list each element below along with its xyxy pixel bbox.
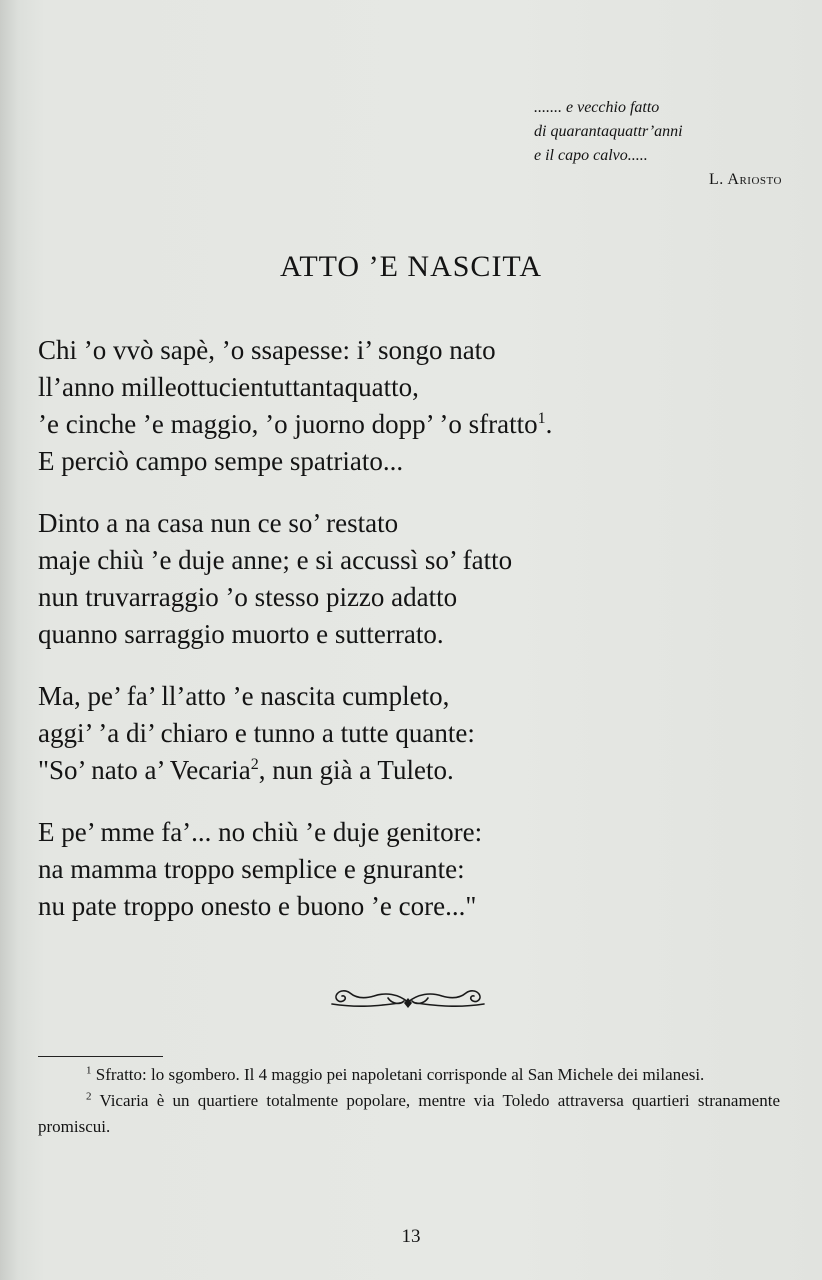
verse: aggi’ ’a di’ chiaro e tunno a tutte quante: — [38, 718, 475, 748]
verse-text: , nun già a Tuleto. — [258, 755, 454, 785]
epigraph-line: ....... e vecchio fatto — [534, 99, 660, 116]
verse: quanno sarraggio muorto e sutterrato. — [38, 619, 444, 649]
verse: Chi ’o vvò sapè, ’o ssapesse: i’ songo nato — [38, 335, 496, 365]
stanza-3 — [38, 678, 798, 789]
footnote — [38, 1062, 780, 1088]
verse — [38, 406, 798, 443]
verse: Dinto a na casa nun ce so’ restato — [38, 508, 399, 538]
stanza-4 — [38, 814, 798, 925]
verse-punct: . — [545, 409, 553, 439]
footnote-ref: 2 — [250, 756, 259, 773]
footnote-divider — [38, 1056, 163, 1057]
verse: maje chiù ’e duje anne; e si accussì so’ fatto — [38, 545, 513, 575]
verse-text: ’e cinche ’e maggio, ’o juorno dopp’ ’o sfratto — [38, 409, 538, 439]
verse: na mamma troppo semplice e gnurante: — [38, 854, 465, 884]
stanza-2 — [38, 505, 798, 653]
footnotes — [38, 1062, 780, 1140]
verse — [38, 752, 798, 789]
verse: E pe’ mme fa’... no chiù ’e duje genitore: — [38, 817, 483, 847]
footnote-text: Vicaria è un quartiere totalmente popolare, mentre via Toledo attraversa quartieri stranamente promiscui. — [38, 1091, 780, 1136]
footnote-ref: 1 — [537, 410, 546, 427]
poem-title: ATTO ’E NASCITA — [279, 250, 543, 283]
stanza-1 — [38, 332, 798, 480]
verse-text: "So’ nato a’ Vecaria — [38, 755, 251, 785]
footnote — [38, 1088, 780, 1140]
epigraph-author: L. Ariosto — [709, 171, 782, 188]
page-number: 13 — [401, 1226, 421, 1247]
epigraph-line: di quarantaquattr’anni — [534, 123, 683, 140]
verse: nu pate troppo onesto e buono ’e core..." — [38, 891, 477, 921]
footnote-mark: 2 — [86, 1090, 92, 1103]
footnote-mark: 1 — [86, 1064, 92, 1077]
verse: E perciò campo sempe spatriato... — [38, 446, 404, 476]
scroll-ornament-icon — [328, 984, 488, 1012]
footnote-text: Sfratto: lo sgombero. Il 4 maggio pei napoletani corrisponde al San Michele dei milanesi. — [95, 1065, 705, 1084]
verse: nun truvarraggio ’o stesso pizzo adatto — [38, 582, 458, 612]
verse: ll’anno milleottucientuttantaquatto, — [38, 372, 419, 402]
epigraph-line: e il capo calvo..... — [534, 147, 648, 164]
verse: Ma, pe’ fa’ ll’atto ’e nascita cumpleto, — [38, 681, 450, 711]
poem — [38, 332, 798, 950]
epigraph — [522, 96, 782, 192]
